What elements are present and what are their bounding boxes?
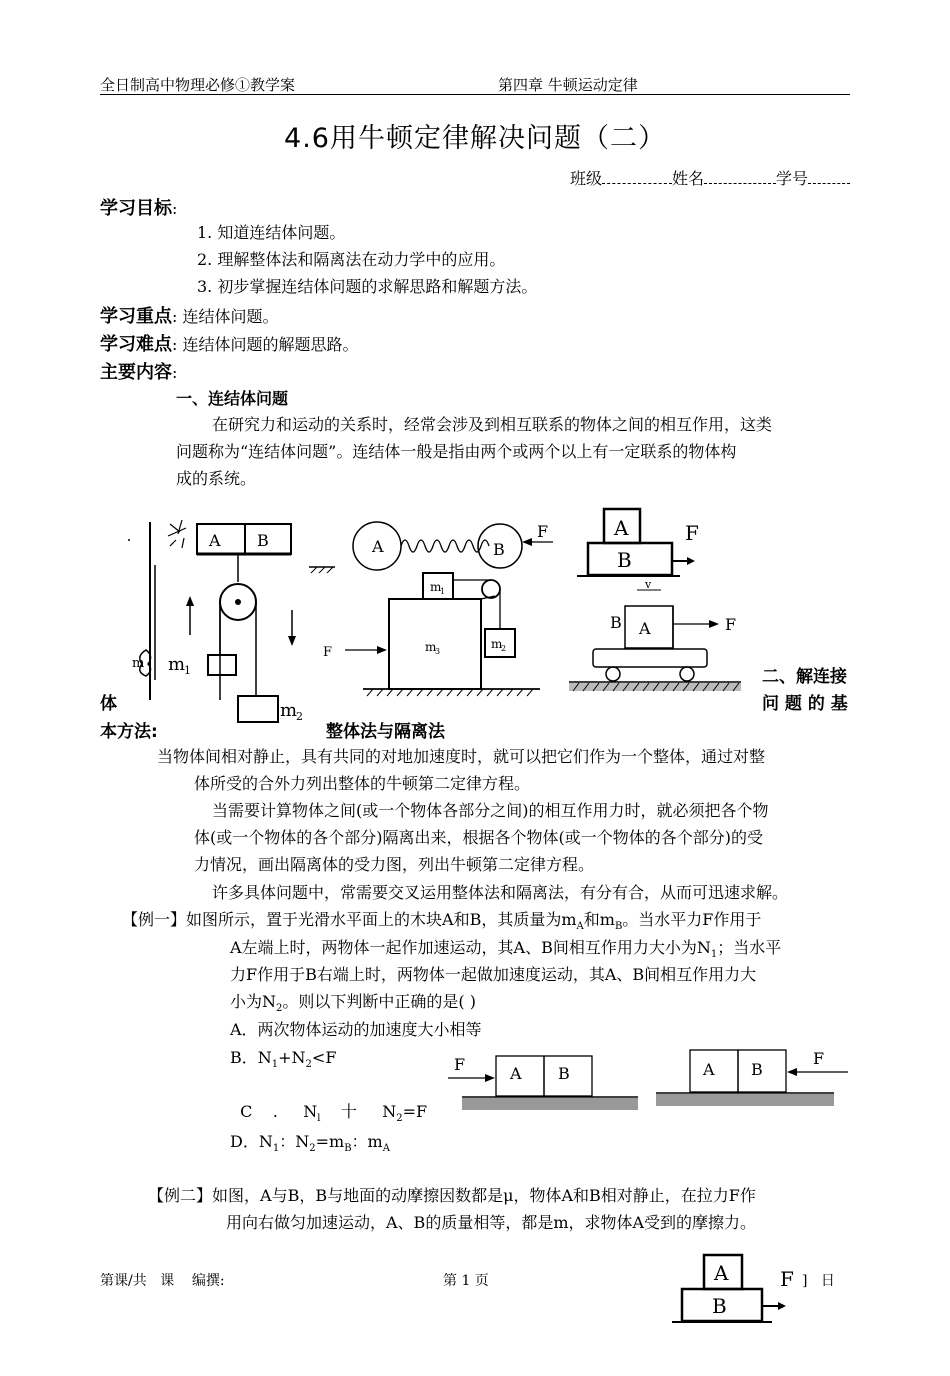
header-divider — [100, 94, 850, 95]
cart-figure — [565, 576, 745, 702]
objectives-label: 学习目标 — [100, 198, 172, 219]
section2-line: 当物体间相对静止，具有共同的对地加速度时，就可以把它们作为一个整体，通过对整 — [157, 747, 766, 766]
objective-item: 2. 理解整体法和隔离法在动力学中的应用。 — [197, 250, 506, 269]
svg-text:2: 2 — [501, 644, 507, 653]
force-label: F — [780, 1267, 794, 1291]
number-field[interactable] — [808, 169, 850, 184]
name-field[interactable] — [704, 169, 776, 184]
objective-item: 1. 知道连结体问题。 — [197, 223, 346, 242]
page-title: 4.6用牛顿定律解决问题（二） — [284, 123, 666, 154]
header-chapter: 第四章 牛顿运动定律 — [498, 76, 638, 94]
block-b-label: B — [610, 613, 622, 632]
example1-label: 【例一】 — [122, 910, 187, 929]
m2-label: m — [491, 637, 503, 651]
hanging-mass-label: m — [132, 656, 145, 671]
name-label: 姓名 — [671, 169, 704, 188]
section2-line: 当需要计算物体之间(或一个物体各部分之间)的相互作用力时，就必须把各个物 — [212, 801, 769, 820]
stacked-blocks-figure — [575, 505, 705, 585]
example2-line1: 【例二】如图，A与B，B与地面的动摩擦因数都是μ，物体A和B相对静止，在拉力F作 — [148, 1186, 756, 1205]
example1-line3: 力F作用于B右端上时，两物体一起做加速度运动，其A、B间相互作用力大 — [230, 965, 757, 984]
block-b-label: B — [751, 1060, 763, 1079]
section1-line: 成的系统。 — [176, 469, 257, 488]
method-heading: 整体法与隔离法 — [326, 722, 445, 742]
section2-heading-part2: 问 题 的 基 — [762, 694, 848, 714]
block-b-label: B — [558, 1064, 570, 1083]
header-left: 全日制高中物理必修①教学案 — [100, 76, 296, 94]
page-number: 第 1 页 — [443, 1273, 489, 1289]
ball-b-label: B — [493, 540, 505, 559]
velocity-label: v — [645, 578, 652, 591]
block-a-label: A — [510, 1064, 522, 1083]
block-a-label: A — [703, 1060, 715, 1079]
svg-text:1: 1 — [440, 587, 446, 596]
section2-heading-part1: 二、解连接 — [762, 667, 847, 687]
example1-line4: 小为$N_2$。则以下判断中正确的是( ) — [230, 992, 476, 1015]
class-label: 班级 — [569, 169, 602, 188]
m1-label: m — [430, 580, 442, 594]
footer-right: ] 日 — [802, 1273, 835, 1289]
section2-line: 体(或一个物体的各个部分)隔离出来，根据各个物体(或一个物体的各个部分)的受 — [194, 828, 763, 847]
block-a-label: A — [614, 516, 629, 540]
number-label: 学号 — [775, 169, 808, 188]
difficulty — [100, 330, 358, 358]
svg-text:3: 3 — [435, 647, 441, 656]
main-content-label: 主要内容 — [100, 362, 172, 383]
block-b-label: B — [257, 531, 269, 550]
force-label: F — [725, 615, 737, 634]
m1-label: m — [168, 654, 186, 675]
key-point-label: 学习重点 — [100, 306, 172, 327]
example1-line2: A左端上时，两物体一起作加速运动，其A、B间相互作用力大小为$N_1$；当水平 — [230, 938, 782, 961]
m3-label: m — [425, 640, 437, 654]
example2-line2: 用向右做匀加速运动，A、B的质量相等，都是m，求物体A受到的摩擦力。 — [226, 1213, 757, 1232]
svg-text:1: 1 — [184, 664, 191, 677]
example2-figure — [668, 1250, 808, 1326]
block-a-label: A — [714, 1261, 729, 1285]
example2-label: 【例二】 — [148, 1186, 213, 1205]
force-label: F — [813, 1049, 825, 1068]
section1-heading: 一、连结体问题 — [176, 389, 289, 408]
option-a[interactable]: A．两次物体运动的加速度大小相等 — [230, 1020, 482, 1039]
key-point-text: : 连结体问题。 — [172, 307, 279, 326]
section2-line: 体所受的合外力列出整体的牛顿第二定律方程。 — [194, 774, 531, 793]
force-label: F — [537, 522, 549, 541]
footer-left: 第课/共 课 编撰: — [100, 1273, 225, 1289]
option-d[interactable]: D．$N_1$：$N_2=m_B$：$m_A$ — [230, 1132, 390, 1155]
option-b[interactable]: B．$N_1+N_2<F$ — [230, 1048, 337, 1071]
objective-item: 3. 初步掌握连结体问题的求解思路和解题方法。 — [197, 277, 538, 296]
ball-a-label: A — [372, 537, 384, 556]
block-b-label: B — [617, 548, 632, 572]
three-mass-figure — [315, 568, 560, 708]
m2-label: m — [280, 700, 298, 721]
section1-line: 在研究力和运动的关系时，经常会涉及到相互联系的物体之间的相互作用，这类 — [212, 415, 773, 434]
difficulty-text: : 连结体问题的解题思路。 — [172, 335, 359, 354]
pulley-figure — [120, 510, 310, 735]
main-content-heading: 主要内容: — [100, 362, 178, 383]
student-info-fields — [570, 166, 850, 189]
block-a-label: A — [209, 531, 221, 550]
option-c[interactable]: C . $N_l$ 十 $N_2=F$ — [240, 1102, 428, 1125]
objectives-heading: 学习目标: — [100, 198, 178, 219]
section2-line: 许多具体问题中，常需要交叉运用整体法和隔离法，有分有合，从而可迅速求解。 — [212, 883, 789, 902]
block-a-label: A — [639, 619, 651, 638]
example1-figure-left — [440, 1048, 645, 1113]
force-label: F — [323, 645, 333, 660]
force-label: F — [454, 1055, 466, 1074]
force-label: F — [685, 521, 699, 545]
svg-text:2: 2 — [296, 710, 303, 723]
example1-line1: 【例一】如图所示，置于光滑水平面上的木块A和B，其质量为$m_A$和$m_B$。当水平力F作用于 — [122, 910, 762, 933]
section2-left-part2: 本方法: — [100, 722, 158, 742]
block-b-label: B — [712, 1294, 727, 1318]
key-point — [100, 302, 278, 330]
difficulty-label: 学习难点 — [100, 334, 172, 355]
section1-line: 问题称为“连结体问题”。连结体一般是指由两个或两个以上有一定联系的物体构 — [176, 442, 737, 461]
section2-left-part1: 体 — [100, 694, 117, 714]
example1-figure-right — [650, 1042, 855, 1112]
section2-line: 力情况，画出隔离体的受力图，列出牛顿第二定律方程。 — [194, 855, 595, 874]
class-field[interactable] — [602, 169, 672, 184]
